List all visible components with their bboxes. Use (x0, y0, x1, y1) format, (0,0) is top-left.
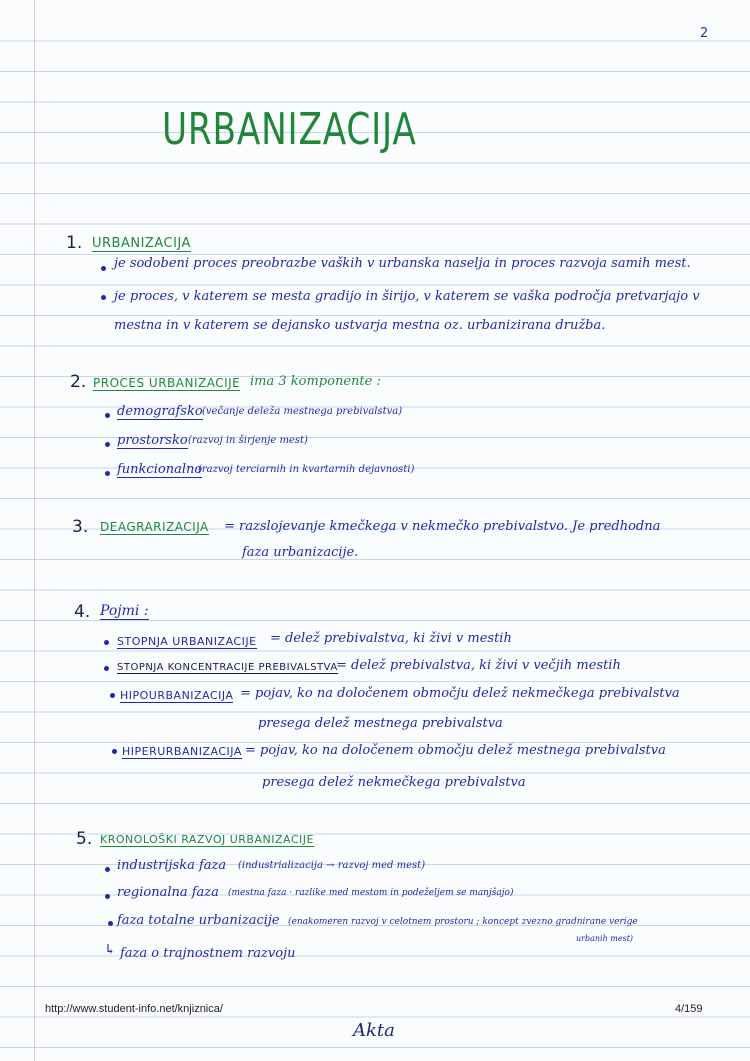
section-4-number: 4. (74, 602, 91, 622)
section-2-heading: PROCES URBANIZACIJE (93, 376, 241, 390)
bullet (105, 442, 110, 447)
arrow-icon: ↳ (104, 942, 116, 958)
section-3-text-line-1: = razslojevanje kmečkega v nekmečko prebivalstvo. Je predhodna (224, 519, 661, 534)
definition-line-1: = pojav, ko na določenem območju delež nekmečkega prebivalstva (240, 686, 680, 701)
footer-page-count: 4/159 (675, 1003, 703, 1015)
bullet (105, 894, 110, 899)
phase-name: faza o trajnostnem razvoju (120, 946, 296, 961)
phase-note: (industrializacija → razvoj med mest) (238, 860, 426, 871)
section-2-number: 2. (70, 372, 87, 392)
section-5-heading: KRONOLOŠKI RAZVOJ URBANIZACIJE (100, 833, 314, 846)
definition: = delež prebivalstva, ki živi v večjih mestih (336, 658, 621, 673)
component-note: (razvoj terciarnih in kvartarnih dejavnosti) (198, 464, 415, 475)
bullet (112, 749, 117, 754)
section-1-bullet-2-line-2: mestna in v katerem se dejansko ustvarja mestna oz. urbanizirana družba. (114, 318, 606, 333)
page-title: URBANIZACIJA (162, 104, 417, 155)
akta-logo: Akta (353, 1020, 395, 1041)
phase-name: faza totalne urbanizacije (117, 913, 280, 928)
phase-note: (mestna faza · razlike med mestom in podeželjem se manjšajo) (228, 888, 514, 898)
bullet (108, 921, 113, 926)
phase-name: industrijska faza (117, 858, 227, 873)
bullet (101, 295, 106, 300)
phase-name: regionalna faza (117, 885, 219, 900)
component-term: prostorsko (117, 433, 188, 448)
footer-url: http://www.student-info.net/knjiznica/ (45, 1003, 223, 1015)
margin-line (34, 0, 35, 1061)
page-number: 2 (700, 26, 709, 41)
term-hiperurbanizacija: HIPERURBANIZACIJA (122, 745, 242, 758)
definition-line-1: = pojav, ko na določenem območju delež mestnega prebivalstva (245, 743, 666, 758)
definition-line-2: presega delež nekmečkega prebivalstva (262, 775, 526, 790)
bullet (104, 640, 109, 645)
section-1-bullet-2-line-1: je proces, v katerem se mesta gradijo in širijo, v katerem se vaška področja pretvarjajo v (114, 289, 700, 304)
section-3-text-line-2: faza urbanizacije. (242, 545, 359, 560)
section-1-heading: URBANIZACIJA (92, 236, 191, 251)
bullet (105, 413, 110, 418)
term-hipourbanizacija: HIPOURBANIZACIJA (120, 689, 234, 702)
bullet (105, 867, 110, 872)
term-stopnja-koncentracije: STOPNJA KONCENTRACIJE PREBIVALSTVA (117, 662, 338, 673)
section-5-number: 5. (76, 829, 93, 849)
section-1-bullet-1: je sodobeni proces preobrazbe vaških v urbanska naselja in proces razvoja samih mest. (114, 256, 691, 271)
section-1-number: 1. (66, 233, 83, 253)
component-note: (razvoj in širjenje mest) (188, 435, 308, 446)
bullet (110, 693, 115, 698)
component-term: demografsko (117, 404, 203, 419)
definition: = delež prebivalstva, ki živi v mestih (270, 631, 512, 646)
definition-line-2: presega delež mestnega prebivalstva (258, 716, 503, 731)
section-3-heading: DEAGRARIZACIJA (100, 520, 209, 534)
section-3-number: 3. (72, 517, 89, 537)
term-stopnja-urbanizacije: STOPNJA URBANIZACIJE (117, 635, 257, 648)
component-note: (večanje deleža mestnega prebivalstva) (202, 406, 403, 417)
bullet (105, 471, 110, 476)
phase-note-line-2: urbanih mest) (576, 934, 634, 943)
component-term: funkcionalno (117, 462, 203, 477)
bullet (104, 666, 109, 671)
section-4-heading: Pojmi : (100, 603, 149, 619)
bullet (101, 266, 106, 271)
section-2-heading-tail: ima 3 komponente : (250, 374, 381, 389)
phase-note: (enakomeren razvoj v celotnem prostoru ; koncept zvezno gradnirane verige (288, 917, 638, 927)
